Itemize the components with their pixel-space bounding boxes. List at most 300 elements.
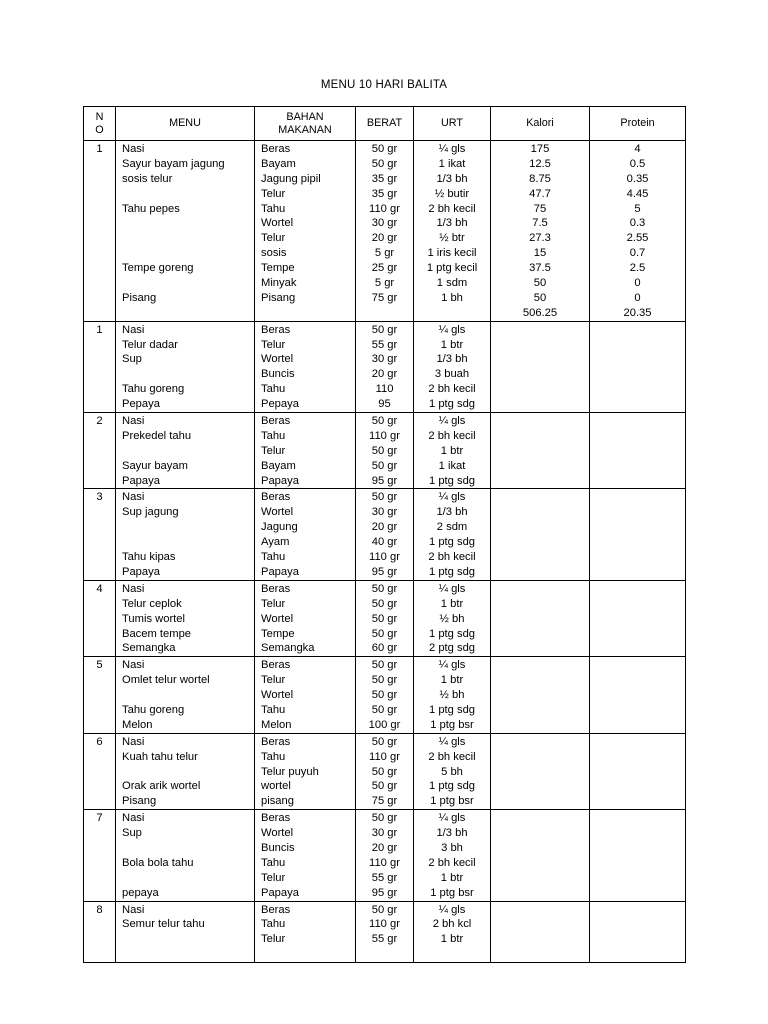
menu-day-row [84, 321, 686, 412]
day-number: 7 [84, 810, 116, 901]
berat-value: 55 gr [371, 933, 398, 946]
urt-value: 1/3 bh [436, 172, 468, 185]
protein-value [590, 550, 685, 565]
protein-value [590, 718, 685, 733]
urt-value: 1 btr [440, 338, 464, 351]
bahan-value: Tahu [261, 856, 286, 869]
urt-value: 1 ptg sdg [428, 474, 476, 487]
kalori-value [491, 718, 589, 733]
bahan-value: Ayam [261, 536, 290, 549]
kalori-value [491, 382, 589, 397]
kalori-value [491, 779, 589, 794]
bahan-value: Telur [261, 338, 286, 351]
day-number: 6 [84, 733, 116, 809]
kalori-cell [491, 321, 590, 412]
menu-day-row [84, 580, 686, 656]
bahan-value: Minyak [261, 277, 297, 290]
bahan-value: Pepaya [261, 398, 299, 411]
menu-value: Semangka [122, 642, 176, 655]
menu-value: Sayur bayam [122, 459, 188, 472]
urt-value: 2 bh kecil [428, 383, 476, 396]
menu-value: Nasi [122, 323, 145, 336]
menu-day-row [84, 489, 686, 580]
menu-value [122, 444, 254, 459]
menu-value [122, 246, 254, 261]
bahan-value: Papaya [261, 565, 299, 578]
berat-value [356, 306, 413, 321]
urt-value: 1/3 bh [436, 827, 468, 840]
menu-value: Papaya [122, 565, 160, 578]
urt-value: 1 ptg bsr [430, 795, 474, 808]
protein-cell [590, 321, 686, 412]
protein-value [590, 338, 685, 353]
menu-day-row [84, 413, 686, 489]
kalori-value [491, 903, 589, 918]
menu-cell [116, 733, 255, 809]
kalori-value [491, 338, 589, 353]
berat-value: 95 gr [371, 474, 398, 487]
kalori-value [491, 397, 589, 412]
protein-value [590, 429, 685, 444]
bahan-value: Telur [261, 933, 286, 946]
kalori-value [491, 826, 589, 841]
berat-value: 75 gr [371, 795, 398, 808]
menu-value [122, 765, 254, 780]
menu-value [122, 871, 254, 886]
berat-value: 20 gr [371, 368, 398, 381]
bahan-value: Beras [261, 491, 291, 504]
berat-value: 50 gr [371, 491, 398, 504]
berat-value: 50 gr [371, 323, 398, 336]
berat-value: 50 gr [371, 582, 398, 595]
protein-value: 2.5 [629, 262, 646, 275]
bahan-value: Jagung [261, 521, 298, 534]
urt-value: ½ bh [439, 689, 465, 702]
berat-value: 5 gr [374, 277, 395, 290]
urt-value: 3 bh [441, 841, 463, 854]
bahan-value: Tempe [261, 262, 295, 275]
menu-value: Sup jagung [122, 506, 179, 519]
berat-cell [356, 413, 414, 489]
bahan-value: Tahu [261, 383, 286, 396]
menu-value: Tahu kipas [122, 551, 176, 564]
protein-cell [590, 733, 686, 809]
berat-value: 110 gr [369, 202, 400, 215]
berat-value: 50 gr [371, 689, 398, 702]
protein-value: 0 [634, 277, 641, 290]
kalori-value [491, 886, 589, 901]
bahan-value: Telur [261, 444, 286, 457]
protein-value [590, 444, 685, 459]
bahan-value: Beras [261, 735, 291, 748]
berat-value: 50 gr [371, 812, 398, 825]
bahan-value: Wortel [261, 353, 294, 366]
protein-cell [590, 489, 686, 580]
protein-value [590, 841, 685, 856]
urt-value: ¼ gls [438, 903, 466, 916]
berat-value: 50 gr [371, 765, 398, 778]
berat-cell [356, 141, 414, 322]
day-number: 1 [84, 321, 116, 412]
urt-cell [414, 413, 491, 489]
protein-value [590, 658, 685, 673]
menu-value: Papaya [122, 474, 160, 487]
menu-cell [116, 413, 255, 489]
urt-value: 2 sdm [436, 521, 468, 534]
kalori-value [491, 856, 589, 871]
menu-value [122, 841, 254, 856]
kalori-value [491, 323, 589, 338]
urt-value: 1 ptg sdg [428, 627, 476, 640]
protein-value: 20.35 [623, 306, 652, 319]
bahan-value: Buncis [261, 841, 295, 854]
menu-value: Pepaya [122, 398, 160, 411]
kalori-value: 15 [533, 247, 547, 260]
menu-value [122, 688, 254, 703]
berat-cell [356, 733, 414, 809]
urt-value: 1 btr [440, 871, 464, 884]
bahan-value: Beras [261, 903, 291, 916]
menu-value [122, 520, 254, 535]
menu-value: Telur ceplok [122, 597, 182, 610]
protein-value: 5 [634, 202, 641, 215]
header-menu: MENU [116, 107, 255, 141]
bahan-value: Beras [261, 323, 291, 336]
kalori-value [491, 550, 589, 565]
urt-value: 1 ptg sdg [428, 565, 476, 578]
menu-value [122, 306, 254, 321]
menu-value: Tahu goreng [122, 703, 185, 716]
berat-cell [356, 810, 414, 901]
berat-value: 50 gr [371, 143, 398, 155]
menu-cell [116, 321, 255, 412]
protein-value [590, 856, 685, 871]
berat-value: 50 gr [371, 597, 398, 610]
urt-value: 1/3 bh [436, 217, 468, 230]
kalori-value [491, 947, 589, 962]
menu-cell [116, 901, 255, 963]
protein-value [590, 826, 685, 841]
menu-value: Bola bola tahu [122, 856, 194, 869]
berat-value: 50 gr [371, 659, 398, 672]
protein-value [590, 323, 685, 338]
bahan-value: Semangka [261, 642, 315, 655]
kalori-value [491, 597, 589, 612]
protein-cell [590, 810, 686, 901]
urt-value: 1 ptg sdg [428, 536, 476, 549]
menu-value: Nasi [122, 903, 145, 916]
bahan-value: Tahu [261, 551, 286, 564]
kalori-value [491, 444, 589, 459]
menu-value: Omlet telur wortel [122, 674, 210, 687]
urt-value: ½ btr [439, 232, 465, 245]
urt-cell [414, 733, 491, 809]
urt-value: 1 bh [441, 291, 463, 304]
kalori-value [491, 703, 589, 718]
bahan-value: Telur [261, 674, 286, 687]
menu-value [122, 187, 254, 202]
protein-value [590, 932, 685, 947]
day-number: 3 [84, 489, 116, 580]
berat-value [356, 947, 413, 962]
protein-value [590, 352, 685, 367]
menu-value: sosis telur [122, 172, 173, 185]
protein-value [590, 641, 685, 656]
berat-value: 110 gr [369, 918, 400, 931]
protein-value [590, 490, 685, 505]
urt-cell [414, 321, 491, 412]
page-title: MENU 10 HARI BALITA [320, 79, 448, 91]
bahan-value: Tahu [261, 703, 286, 716]
menu-value: Nasi [122, 582, 145, 595]
menu-value: Telur dadar [122, 338, 178, 351]
bahan-value: Wortel [261, 506, 294, 519]
protein-value [590, 397, 685, 412]
protein-value [590, 947, 685, 962]
header-kalori: Kalori [491, 107, 590, 141]
berat-value: 25 gr [371, 262, 398, 275]
kalori-value: 8.75 [529, 172, 551, 185]
urt-value: 1 ptg sdg [428, 398, 476, 411]
protein-cell [590, 580, 686, 656]
menu-day-row [84, 901, 686, 963]
header-no [84, 107, 116, 141]
header-protein: Protein [590, 107, 686, 141]
day-number: 4 [84, 580, 116, 656]
protein-value [590, 582, 685, 597]
kalori-cell [491, 413, 590, 489]
protein-value [590, 414, 685, 429]
protein-value [590, 750, 685, 765]
berat-value: 40 gr [371, 536, 398, 549]
urt-value: ¼ gls [438, 582, 466, 595]
menu-value [122, 367, 254, 382]
protein-value [590, 917, 685, 932]
protein-cell [590, 657, 686, 733]
menu-value: Tempe goreng [122, 262, 194, 275]
protein-value [590, 871, 685, 886]
berat-cell [356, 901, 414, 963]
bahan-value: Wortel [261, 612, 294, 625]
kalori-value [491, 841, 589, 856]
protein-value: 0 [634, 291, 641, 304]
kalori-value [491, 367, 589, 382]
bahan-value: Bayam [261, 157, 296, 170]
menu-day-row [84, 657, 686, 733]
bahan-value: Telur [261, 597, 286, 610]
header-berat: BERAT [356, 107, 414, 141]
urt-value: 1 ptg bsr [430, 718, 474, 731]
bahan-cell [255, 321, 356, 412]
kalori-value [491, 459, 589, 474]
menu-value: Nasi [122, 659, 145, 672]
day-number: 2 [84, 413, 116, 489]
kalori-value [491, 688, 589, 703]
kalori-value [491, 474, 589, 489]
berat-value: 30 gr [371, 506, 398, 519]
protein-value [590, 886, 685, 901]
day-number: 1 [84, 141, 116, 322]
menu-value [122, 932, 254, 947]
berat-value: 95 [378, 398, 391, 411]
urt-value: 2 bh kecil [428, 202, 476, 215]
menu-value [122, 947, 254, 962]
protein-value [590, 520, 685, 535]
kalori-cell [491, 810, 590, 901]
menu-value: Pisang [122, 795, 157, 808]
berat-value: 20 gr [371, 521, 398, 534]
urt-value: 2 ptg sdg [428, 642, 476, 655]
kalori-value: 75 [533, 202, 547, 215]
urt-value: ¼ gls [438, 143, 466, 155]
menu-value: Semur telur tahu [122, 918, 205, 931]
urt-value: ¼ gls [438, 812, 466, 825]
bahan-value: Beras [261, 582, 291, 595]
protein-value [590, 474, 685, 489]
kalori-value [491, 765, 589, 780]
menu-value [122, 231, 254, 246]
berat-value: 60 gr [371, 642, 398, 655]
berat-value: 30 gr [371, 827, 398, 840]
kalori-value: 27.3 [529, 232, 551, 245]
protein-value [590, 535, 685, 550]
bahan-value: wortel [261, 780, 291, 793]
protein-value: 2.55 [626, 232, 649, 245]
menu-value: Kuah tahu telur [122, 750, 198, 763]
menu-value: Nasi [122, 491, 145, 504]
berat-value: 20 gr [371, 232, 398, 245]
bahan-value: Tempe [261, 627, 295, 640]
urt-value: 2 bh kecil [428, 551, 476, 564]
kalori-value [491, 641, 589, 656]
protein-value: 0.5 [629, 157, 646, 170]
menu-value: pepaya [122, 886, 159, 899]
bahan-value: Pisang [261, 291, 296, 304]
berat-value: 50 gr [371, 415, 398, 428]
bahan-cell [255, 580, 356, 656]
menu-value: Orak arik wortel [122, 780, 201, 793]
bahan-value: Wortel [261, 689, 294, 702]
berat-value: 50 gr [371, 780, 398, 793]
urt-value: 1/3 bh [436, 353, 468, 366]
urt-value: ¼ gls [438, 491, 466, 504]
urt-cell [414, 489, 491, 580]
menu-value [122, 276, 254, 291]
menu-value: Nasi [122, 143, 145, 155]
urt-value: 1 ikat [438, 157, 466, 170]
berat-value: 50 gr [371, 627, 398, 640]
bahan-value [261, 947, 355, 962]
protein-value: 4.45 [626, 187, 649, 200]
urt-value: 1/3 bh [436, 506, 468, 519]
day-number: 8 [84, 901, 116, 963]
menu-value: Melon [122, 718, 153, 731]
menu-day-row [84, 733, 686, 809]
kalori-cell [491, 580, 590, 656]
kalori-value [491, 932, 589, 947]
bahan-value: Telur [261, 871, 286, 884]
protein-value [590, 367, 685, 382]
urt-value: ½ butir [434, 187, 470, 200]
menu-value: Pisang [122, 291, 157, 304]
urt-cell [414, 141, 491, 322]
urt-cell [414, 810, 491, 901]
urt-value: 3 buah [434, 368, 470, 381]
protein-value [590, 688, 685, 703]
protein-value [590, 735, 685, 750]
berat-value: 50 gr [371, 157, 398, 170]
header-bahan-label: BAHAN MAKANAN [278, 110, 332, 136]
urt-value: 1 btr [440, 597, 464, 610]
urt-cell [414, 580, 491, 656]
urt-value: 1 sdm [436, 277, 468, 290]
bahan-value: Jagung pipil [261, 172, 321, 185]
header-urt: URT [414, 107, 491, 141]
berat-value: 50 gr [371, 703, 398, 716]
bahan-value: Tahu [261, 202, 286, 215]
bahan-value: Papaya [261, 886, 299, 899]
header-bahan [255, 107, 356, 141]
urt-value: 2 bh kecil [428, 429, 476, 442]
kalori-value [491, 352, 589, 367]
urt-value: 2 bh kcl [432, 918, 472, 931]
menu-table [83, 106, 686, 963]
kalori-cell [491, 657, 590, 733]
menu-cell [116, 580, 255, 656]
urt-value: 1 btr [440, 933, 464, 946]
bahan-value: Wortel [261, 217, 294, 230]
berat-value: 100 gr [368, 718, 401, 731]
protein-value [590, 673, 685, 688]
menu-value: Prekedel tahu [122, 429, 192, 442]
protein-value: 0.7 [629, 247, 646, 260]
menu-cell [116, 141, 255, 322]
kalori-value [491, 505, 589, 520]
kalori-value: 12.5 [529, 157, 551, 170]
kalori-value [491, 429, 589, 444]
urt-value: 1 btr [440, 674, 464, 687]
kalori-value: 50 [533, 277, 547, 290]
protein-value [590, 382, 685, 397]
bahan-value [261, 306, 355, 321]
protein-value [590, 811, 685, 826]
berat-cell [356, 489, 414, 580]
urt-value: 2 bh kecil [428, 750, 476, 763]
kalori-value: 506.25 [522, 306, 558, 319]
kalori-value [491, 612, 589, 627]
menu-value: Tumis wortel [122, 612, 185, 625]
urt-value: 1 btr [440, 444, 464, 457]
bahan-value: Tahu [261, 429, 286, 442]
menu-value: Nasi [122, 415, 145, 428]
berat-value: 5 gr [374, 247, 395, 260]
bahan-value: Beras [261, 143, 291, 155]
kalori-cell [491, 489, 590, 580]
kalori-value: 50 [533, 291, 547, 304]
menu-day-row [84, 141, 686, 322]
protein-value [590, 903, 685, 918]
berat-value: 50 gr [371, 459, 398, 472]
berat-value: 110 [375, 383, 394, 396]
urt-value: 1 ptg sdg [428, 703, 476, 716]
kalori-cell [491, 901, 590, 963]
berat-value: 95 gr [371, 565, 398, 578]
urt-value: ½ bh [439, 612, 465, 625]
day-number: 5 [84, 657, 116, 733]
menu-value: Sup [122, 827, 142, 840]
berat-value: 30 gr [371, 217, 398, 230]
protein-value: 0.35 [626, 172, 649, 185]
